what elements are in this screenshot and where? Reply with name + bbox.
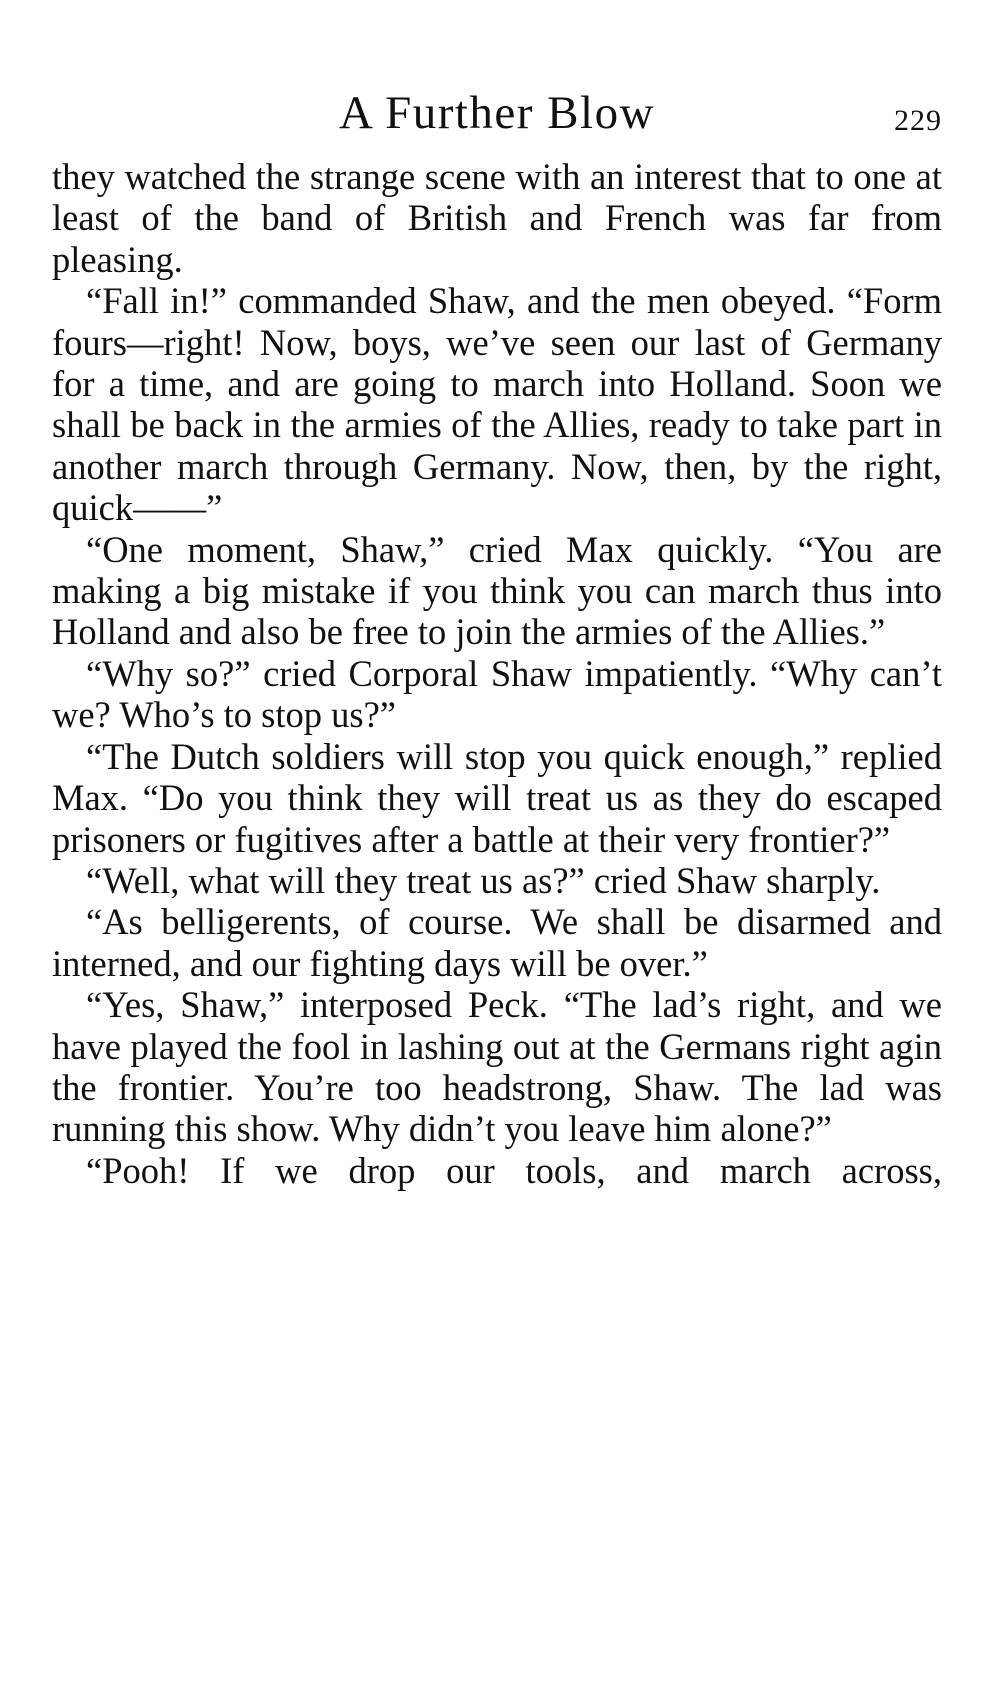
paragraph: “Well, what will they treat us as?” cried Shaw sharply. [86, 859, 881, 901]
body-text [52, 156, 942, 1191]
paragraph: “Yes, Shaw,” interposed Peck. “The lad’s right, and we have played the fool in lashing out at the Germans right agin the frontier. You’re too headstrong, Shaw. The lad was running this show. Why didn’t you leave him alone?” [52, 984, 942, 1150]
paragraph: “Why so?” cried Corporal Shaw impatiently. “Why can’t we? Who’s to stop us?” [52, 652, 942, 736]
page-number: 229 [894, 104, 942, 137]
paragraph: “Pooh! If we drop our tools, and march across, [86, 1149, 942, 1191]
paragraph: “As belligerents, of course. We shall be disarmed and interned, and our fighting days will be over.” [52, 901, 942, 984]
chapter-title: A Further Blow [338, 87, 656, 139]
paragraph: they watched the strange scene with an interest that to one at least of the band of British and French was far from pleasing. [52, 156, 942, 280]
paragraph: “Fall in!” commanded Shaw, and the men obeyed. “Form fours—right! Now, boys, we’ve seen our last of Germany for a time, and are going to march into Holland. Soon we shall be back in the armies of the Allies, ready to take part in another march through Germany. Now, then, by the right, quick——” [52, 280, 942, 529]
running-header [52, 78, 942, 148]
paragraph: “The Dutch soldiers will stop you quick enough,” replied Max. “Do you think they will treat us as they do escaped prisoners or fugitives after a battle at their very frontier?” [52, 735, 942, 860]
paragraph: “One moment, Shaw,” cried Max quickly. “You are making a big mistake if you think you can march thus into Holland and also be free to join the armies of the Allies.” [52, 528, 942, 653]
